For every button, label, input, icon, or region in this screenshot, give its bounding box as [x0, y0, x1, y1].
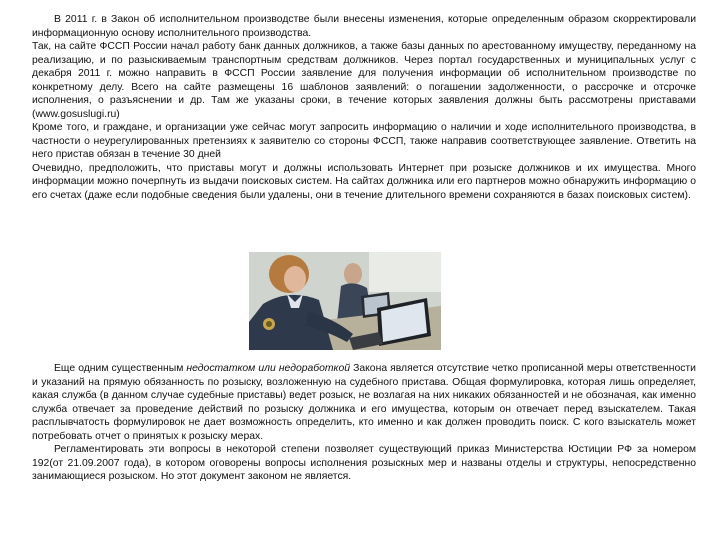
- paragraph-information-request: Кроме того, и граждане, и организации уже сейчас могут запросить информацию о наличии и ходе исполнительного производства, в частности о неурегулированных претензиях к заявителю со стороны ФССП, также направив соответствующее заявление. Ответить на него пристав обязан в течение 30 дней: [32, 122, 696, 160]
- paragraph-law-shortcoming: [32, 362, 696, 443]
- paragraph-ministry-order: Регламентировать эти вопросы в некоторой степени позволяет существующий приказ Министерства Юстиции РФ за номером 192(от 21.09.2007 года), в котором оговорены вопросы исполнения розыскных мер и названы отделы и структуры, непосредственно занимающиеся розыском. Но этот документ законом не является.: [32, 444, 696, 482]
- photo-illustration: [249, 252, 441, 350]
- uniform-emblem-center: [266, 321, 272, 327]
- paragraph-2011-amendments: В 2011 г. в Закон об исполнительном производстве были внесены изменения, которые определенным образом скорректировали информационную основу исполнительного производства.: [32, 14, 696, 39]
- bailiffs-at-laptops-photo: [249, 252, 441, 350]
- shortcoming-emphasis: недостатком или недоработкой: [186, 363, 351, 374]
- top-text-section: [32, 13, 696, 202]
- background-person-head: [344, 263, 362, 285]
- photo-window-light: [369, 252, 441, 292]
- bottom-text-section: [32, 362, 696, 484]
- main-person-face: [284, 266, 306, 292]
- shortcoming-intro: Еще одним существенным: [54, 363, 187, 374]
- paragraph-internet-search: Очевидно, предположить, что приставы могут и должны использовать Интернет при розыске должников и их имущества. Много информации можно почерпнуть из выдачи поисковых систем. На сайтах должника или его партнеров можно обнаружить информацию о его счетах (даже если подобные сведения были удалены, они в течение длительного времени сохраняются в базах поисковых систем).: [32, 162, 696, 201]
- shortcoming-rest: Закона является отсутствие четко прописанной меры ответственности и указаний на прямую обязанность по розыску, возложенную на судебного пристава. Общая формулировка, которая лишь определяет, какая служба (в данном случае судебные приставы) ведет розыск, не возлагая на них никаких обязанностей и не обозначая, как именно служба отвечает за проведение действий по розыску должника и его имущества, которым он отвечает перед взыскателем. Такая расплывчатость формулировок не дает возможность определить, кто именно и как должен проводить поиск. С кого взыскатель может потребовать отчет о принятых к розыску мерах.: [32, 363, 696, 442]
- paragraph-fssp-database: Так, на сайте ФССП России начал работу банк данных должников, а также базы данных по арестованному имуществу, переданному на реализацию, и по разыскиваемым транспортным средствам должников. Через портал государственных и муниципальных услуг с декабря 2011 г. можно направить в ФССП России заявление для получения информации об исполнительном производстве по конкретному делу. Всего на сайте размещены 16 шаблонов заявлений: о погашении задолженности, о рассрочке и отсрочке исполнения, о разъяснении и др. Там же указаны сроки, в течение которых заявления должны быть рассмотрены приставами (www.gosuslugi.ru): [32, 41, 696, 120]
